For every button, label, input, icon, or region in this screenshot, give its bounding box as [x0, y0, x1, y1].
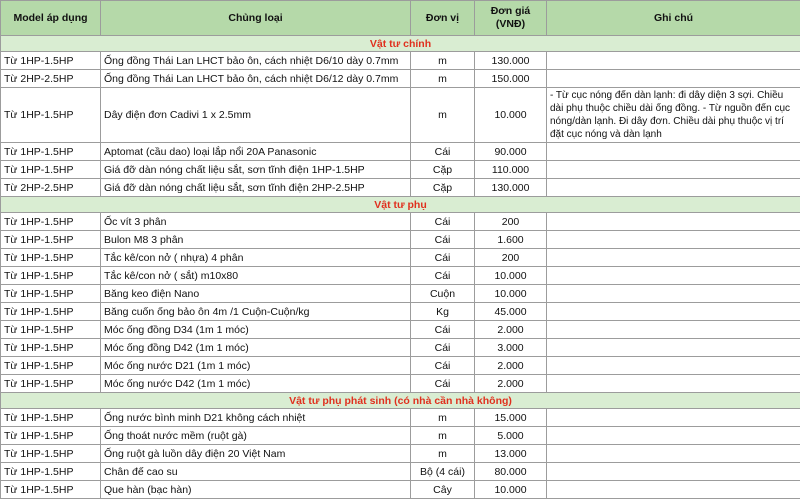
cell-price: 1.600	[475, 231, 547, 249]
cell-price: 130.000	[475, 179, 547, 197]
cell-item: Bulon M8 3 phân	[101, 231, 411, 249]
table-row	[1, 213, 800, 231]
table-row	[1, 267, 800, 285]
cell-item: Giá đỡ dàn nóng chất liệu sắt, sơn tĩnh điện 2HP-2.5HP	[101, 179, 411, 197]
cell-item: Móc ống nước D42 (1m 1 móc)	[101, 375, 411, 393]
cell-item: Ống nước bình minh D21 không cách nhiệt	[101, 409, 411, 427]
cell-item: Ống đồng Thái Lan LHCT bảo ôn, cách nhiệt D6/10 dày 0.7mm	[101, 52, 411, 70]
cell-unit: Cặp	[411, 179, 475, 197]
cell-item: Tắc kê/con nở ( nhựa) 4 phân	[101, 249, 411, 267]
cell-item: Ống thoát nước mềm (ruột gà)	[101, 427, 411, 445]
cell-unit: Cái	[411, 339, 475, 357]
cell-model: Từ 1HP-1.5HP	[1, 303, 101, 321]
cell-model: Từ 1HP-1.5HP	[1, 52, 101, 70]
cell-price: 2.000	[475, 357, 547, 375]
cell-model: Từ 1HP-1.5HP	[1, 143, 101, 161]
cell-price: 90.000	[475, 143, 547, 161]
cell-unit: Cái	[411, 213, 475, 231]
cell-item: Ống đồng Thái Lan LHCT bảo ôn, cách nhiệt D6/12 dày 0.7mm	[101, 70, 411, 88]
cell-note: - Từ cục nóng đến dàn lạnh: đi dây diện 3 sợi. Chiều dài phụ thuộc chiều dài ống đồng. - Từ nguồn đến cục nóng/dàn lạnh. Đi dây đơn. Chiều dài phụ thuộc vị trí đặt cục nóng và dàn lạnh	[547, 88, 800, 143]
cell-model: Từ 2HP-2.5HP	[1, 179, 101, 197]
header-price: Đơn giá (VNĐ)	[475, 1, 547, 36]
cell-model: Từ 1HP-1.5HP	[1, 213, 101, 231]
header-model: Model áp dụng	[1, 1, 101, 36]
header-unit: Đơn vị	[411, 1, 475, 36]
cell-item: Dây điện đơn Cadivi 1 x 2.5mm	[101, 88, 411, 143]
cell-unit: Cái	[411, 267, 475, 285]
cell-item: Giá đỡ dàn nóng chất liệu sắt, sơn tĩnh điện 1HP-1.5HP	[101, 161, 411, 179]
cell-unit: Kg	[411, 303, 475, 321]
cell-note	[547, 375, 800, 393]
section-row	[1, 393, 800, 409]
cell-model: Từ 1HP-1.5HP	[1, 339, 101, 357]
cell-note	[547, 161, 800, 179]
table-row	[1, 231, 800, 249]
table-row	[1, 70, 800, 88]
cell-unit: m	[411, 409, 475, 427]
table-row	[1, 303, 800, 321]
cell-unit: Cái	[411, 231, 475, 249]
table-row	[1, 179, 800, 197]
cell-model: Từ 1HP-1.5HP	[1, 88, 101, 143]
table-row	[1, 463, 800, 481]
cell-price: 130.000	[475, 52, 547, 70]
cell-note	[547, 303, 800, 321]
cell-unit: Cái	[411, 357, 475, 375]
cell-unit: m	[411, 427, 475, 445]
table-body	[1, 36, 800, 499]
cell-note	[547, 409, 800, 427]
table-row	[1, 249, 800, 267]
cell-note	[547, 179, 800, 197]
section-row	[1, 36, 800, 52]
cell-model: Từ 1HP-1.5HP	[1, 463, 101, 481]
cell-price: 45.000	[475, 303, 547, 321]
cell-item: Tắc kê/con nở ( sắt) m10x80	[101, 267, 411, 285]
cell-model: Từ 1HP-1.5HP	[1, 357, 101, 375]
cell-note	[547, 463, 800, 481]
table-row	[1, 285, 800, 303]
cell-unit: Cái	[411, 143, 475, 161]
cell-note	[547, 357, 800, 375]
cell-price: 10.000	[475, 88, 547, 143]
table-row	[1, 88, 800, 143]
header-row	[1, 1, 800, 36]
cell-unit: m	[411, 445, 475, 463]
table-row	[1, 409, 800, 427]
section-title: Vật tư phụ	[1, 197, 800, 213]
cell-price: 3.000	[475, 339, 547, 357]
cell-model: Từ 1HP-1.5HP	[1, 481, 101, 499]
cell-unit: m	[411, 88, 475, 143]
table-row	[1, 357, 800, 375]
cell-model: Từ 2HP-2.5HP	[1, 70, 101, 88]
table-row	[1, 445, 800, 463]
cell-price: 13.000	[475, 445, 547, 463]
cell-item: Aptomat (cầu dao) loại lắp nổi 20A Panasonic	[101, 143, 411, 161]
cell-item: Que hàn (bạc hàn)	[101, 481, 411, 499]
cell-model: Từ 1HP-1.5HP	[1, 267, 101, 285]
cell-model: Từ 1HP-1.5HP	[1, 161, 101, 179]
table-row	[1, 143, 800, 161]
cell-note	[547, 143, 800, 161]
table-row	[1, 52, 800, 70]
table-row	[1, 161, 800, 179]
cell-model: Từ 1HP-1.5HP	[1, 445, 101, 463]
cell-unit: m	[411, 52, 475, 70]
section-title: Vật tư chính	[1, 36, 800, 52]
cell-price: 110.000	[475, 161, 547, 179]
cell-unit: Cặp	[411, 161, 475, 179]
cell-price: 150.000	[475, 70, 547, 88]
cell-item: Ốc vít 3 phân	[101, 213, 411, 231]
cell-price: 10.000	[475, 285, 547, 303]
cell-unit: Cuộn	[411, 285, 475, 303]
cell-note	[547, 267, 800, 285]
cell-price: 80.000	[475, 463, 547, 481]
cell-model: Từ 1HP-1.5HP	[1, 321, 101, 339]
header-item: Chủng loại	[101, 1, 411, 36]
cell-price: 10.000	[475, 481, 547, 499]
cell-note	[547, 427, 800, 445]
cell-item: Băng cuốn ống bảo ôn 4m /1 Cuộn-Cuộn/kg	[101, 303, 411, 321]
cell-note	[547, 481, 800, 499]
cell-item: Móc ống đồng D42 (1m 1 móc)	[101, 339, 411, 357]
cell-price: 200	[475, 213, 547, 231]
header-note: Ghi chú	[547, 1, 800, 36]
table-row	[1, 375, 800, 393]
cell-item: Móc ống đồng D34 (1m 1 móc)	[101, 321, 411, 339]
cell-price: 15.000	[475, 409, 547, 427]
cell-unit: Cái	[411, 375, 475, 393]
cell-item: Móc ống nước D21 (1m 1 móc)	[101, 357, 411, 375]
cell-note	[547, 249, 800, 267]
section-title: Vật tư phụ phát sinh (có nhà cần nhà không)	[1, 393, 800, 409]
table-row	[1, 481, 800, 499]
cell-price: 10.000	[475, 267, 547, 285]
cell-item: Băng keo điện Nano	[101, 285, 411, 303]
cell-unit: Cái	[411, 321, 475, 339]
cell-note	[547, 445, 800, 463]
cell-note	[547, 339, 800, 357]
cell-note	[547, 52, 800, 70]
table-row	[1, 339, 800, 357]
table-row	[1, 427, 800, 445]
cell-price: 5.000	[475, 427, 547, 445]
cell-item: Chân đế cao su	[101, 463, 411, 481]
cell-model: Từ 1HP-1.5HP	[1, 409, 101, 427]
cell-item: Ống ruột gà luồn dây điện 20 Việt Nam	[101, 445, 411, 463]
cell-model: Từ 1HP-1.5HP	[1, 231, 101, 249]
cell-note	[547, 231, 800, 249]
table-row	[1, 321, 800, 339]
cell-price: 2.000	[475, 321, 547, 339]
cell-unit: Cái	[411, 249, 475, 267]
cell-model: Từ 1HP-1.5HP	[1, 285, 101, 303]
cell-unit: m	[411, 70, 475, 88]
cell-model: Từ 1HP-1.5HP	[1, 375, 101, 393]
cell-note	[547, 321, 800, 339]
cell-model: Từ 1HP-1.5HP	[1, 249, 101, 267]
cell-price: 2.000	[475, 375, 547, 393]
cell-note	[547, 70, 800, 88]
section-row	[1, 197, 800, 213]
cell-unit: Cây	[411, 481, 475, 499]
cell-price: 200	[475, 249, 547, 267]
cell-note	[547, 213, 800, 231]
cell-model: Từ 1HP-1.5HP	[1, 427, 101, 445]
cell-unit: Bộ (4 cái)	[411, 463, 475, 481]
cell-note	[547, 285, 800, 303]
